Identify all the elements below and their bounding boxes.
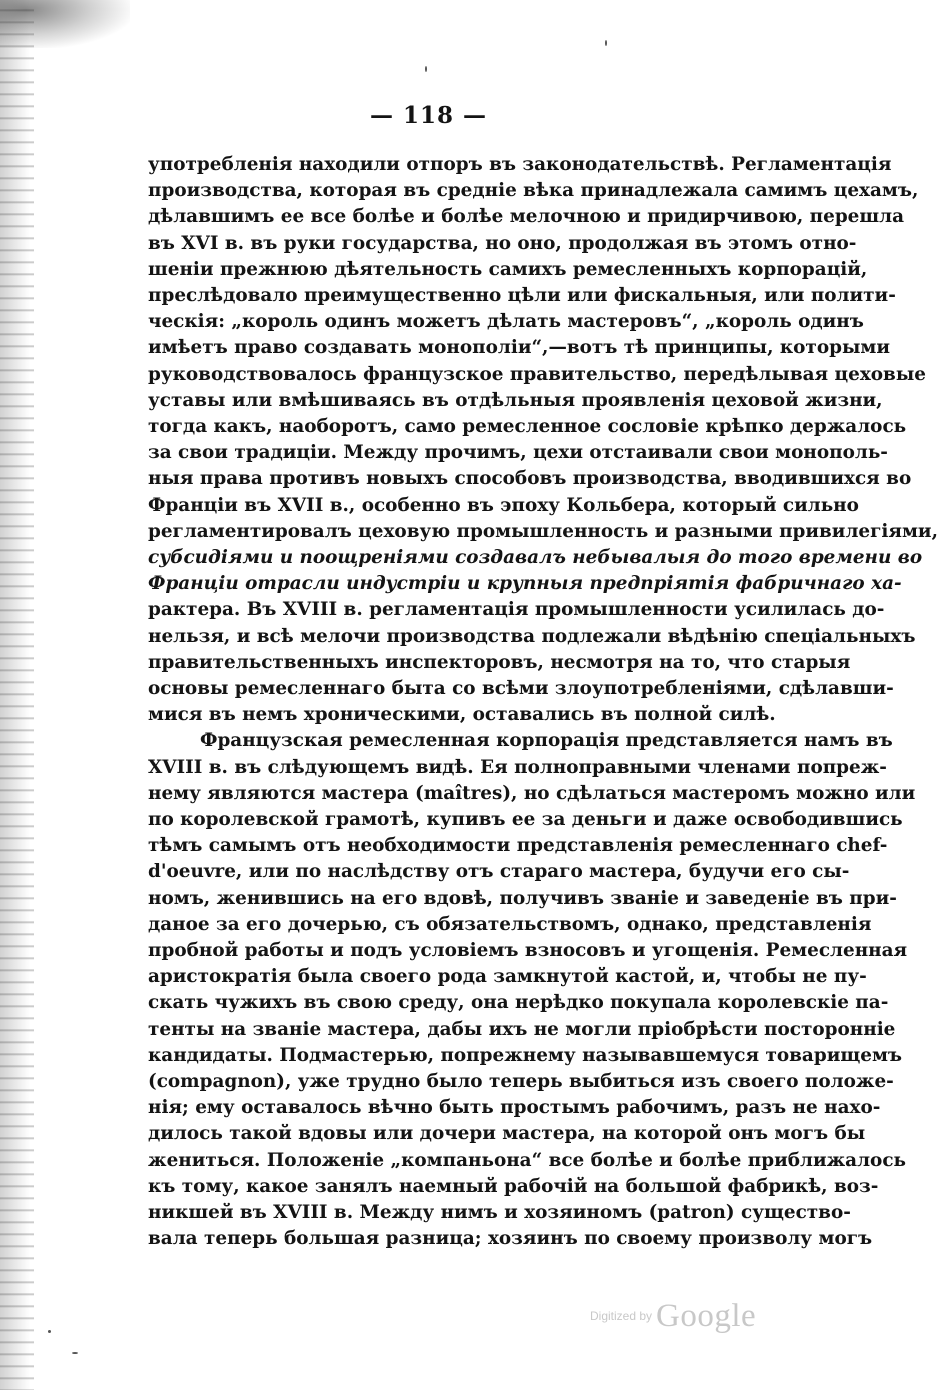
text-line: скать чужихъ въ свою среду, она нерѣдко покупала королевскіе па- xyxy=(148,992,889,1014)
text-line: d'oeuvre, или по наслѣдству отъ стараго мастера, будучи его сы- xyxy=(148,861,850,883)
text-line: преслѣдовало преимущественно цѣли или фискальныя, или полити- xyxy=(148,285,896,306)
text-line: производства, которая въ средніе вѣка принадлежала самимъ цехамъ, xyxy=(148,180,919,202)
text-line: въ XVI в. въ руки государства, но оно, продолжая въ этомъ отно- xyxy=(148,232,857,254)
text-line: Франціи въ XVII в., особенно въ эпоху Кольбера, который сильно xyxy=(148,494,859,516)
text-line: употребленія находили отпоръ въ законодательствѣ. Регламентація xyxy=(148,154,892,175)
digitized-watermark xyxy=(590,1298,780,1338)
scan-corner-smudge xyxy=(0,0,130,48)
text-line: шеніи прежнюю дѣятельность самихъ ремесленныхъ корпорацій, xyxy=(148,258,868,280)
text-line: аристократія была своего рода замкнутой кастой, и, чтобы не пу- xyxy=(148,966,867,988)
text-line: нельзя, и всѣ мелочи производства подлежали вѣдѣнію спеціальныхъ xyxy=(148,625,916,647)
text-line: никшей въ XVIII в. Между нимъ и хозяиномъ (patron) существо- xyxy=(148,1202,851,1223)
text-line: вала теперь большая разница; хозяинъ по своему произволу могъ xyxy=(148,1228,873,1250)
text-line: XVIII в. въ слѣдующемъ видѣ. Ея полноправными членами попреж- xyxy=(148,756,887,778)
text-line: тенты на званіе мастера, дабы ихъ не могли пріобрѣсти посторонніе xyxy=(148,1018,896,1040)
text-line: по королевской грамотѣ, купивъ ее за деньги и даже освободившись xyxy=(148,809,903,830)
text-line: основы ремесленнаго быта со всѣми злоупотребленіями, сдѣлавши- xyxy=(148,678,894,699)
text-line: руководствовалось французское правительство, передѣлывая цеховые xyxy=(148,363,926,385)
scan-speck xyxy=(605,40,607,46)
text-line: регламентировалъ цеховую промышленность и разными привилегіями, xyxy=(148,520,938,542)
text-line: нія; ему оставалось вѣчно быть простымъ рабочимъ, разъ не нахо- xyxy=(148,1097,881,1119)
text-line: номъ, женившись на его вдовѣ, получивъ званіе и заведеніе въ при- xyxy=(148,887,897,909)
scan-speck xyxy=(48,1330,51,1333)
text-line: за свои традиціи. Между прочимъ, цехи отстаивали свои монополь- xyxy=(148,442,888,464)
scan-speck xyxy=(72,1352,78,1354)
text-line: къ тому, какое занялъ наемный рабочій на большой фабрикѣ, воз- xyxy=(148,1175,879,1197)
text-line: жениться. Положеніе „компаньона“ все болѣе и болѣе приближалось xyxy=(148,1149,906,1171)
watermark-brand: Google xyxy=(656,1298,757,1334)
text-line: даное за его дочерью, съ обязательствомъ, однако, представленія xyxy=(148,913,872,935)
text-line: субсидіями и поощреніями создавалъ небывалыя до того времени во xyxy=(148,547,923,568)
text-line: ческія: „король одинъ можетъ дѣлать мастеровъ“, „король одинъ xyxy=(148,311,864,333)
text-line: правительственныхъ инспекторовъ, несмотря на то, что старыя xyxy=(148,651,851,673)
text-line: имѣетъ право создавать монополіи“,—вотъ тѣ принципы, которыми xyxy=(148,337,890,359)
text-line: нему являются мастера (maîtres), но сдѣлаться мастеромъ можно или xyxy=(148,782,916,804)
watermark-prefix: Digitized by xyxy=(590,1309,653,1323)
text-line: рактера. Въ XVIII в. регламентація промышленности усилилась до- xyxy=(148,599,885,621)
text-line: кандидаты. Подмастерью, попрежнему называвшемуся товарищемъ xyxy=(148,1044,903,1066)
text-line: пробной работы и подъ условіемъ взносовъ и угощенія. Ремесленная xyxy=(148,940,908,961)
text-line: тогда какъ, наоборотъ, само ремесленное сословіе крѣпко держалось xyxy=(148,416,907,437)
text-line: уставы или вмѣшиваясь въ отдѣльныя проявленія цеховой жизни, xyxy=(148,389,883,411)
text-line: (compagnon), уже трудно было теперь выбиться изъ своего положе- xyxy=(148,1071,894,1092)
text-line: Франціи отрасли индустріи и крупныя предпріятія фабричнаго ха- xyxy=(148,573,902,595)
text-line: дѣлавшимъ ее все болѣе и болѣе мелочною и придирчивою, перешла xyxy=(148,206,905,228)
scan-speck xyxy=(425,66,427,72)
page-number: — 118 — xyxy=(369,102,488,129)
text-line: тѣмъ самымъ отъ необходимости представленія ремесленнаго chef- xyxy=(148,835,888,857)
text-line: Французская ремесленная корпорація представляется намъ въ xyxy=(200,730,893,752)
text-line: дилось такой вдовы или дочери мастера, на которой онъ могъ бы xyxy=(148,1123,866,1145)
text-line: ныя права противъ новыхъ способовъ производства, вводившихся во xyxy=(148,468,912,490)
scan-left-edge xyxy=(0,0,34,1390)
text-line: мися въ немъ хроническими, оставались въ полной силѣ. xyxy=(148,704,776,726)
